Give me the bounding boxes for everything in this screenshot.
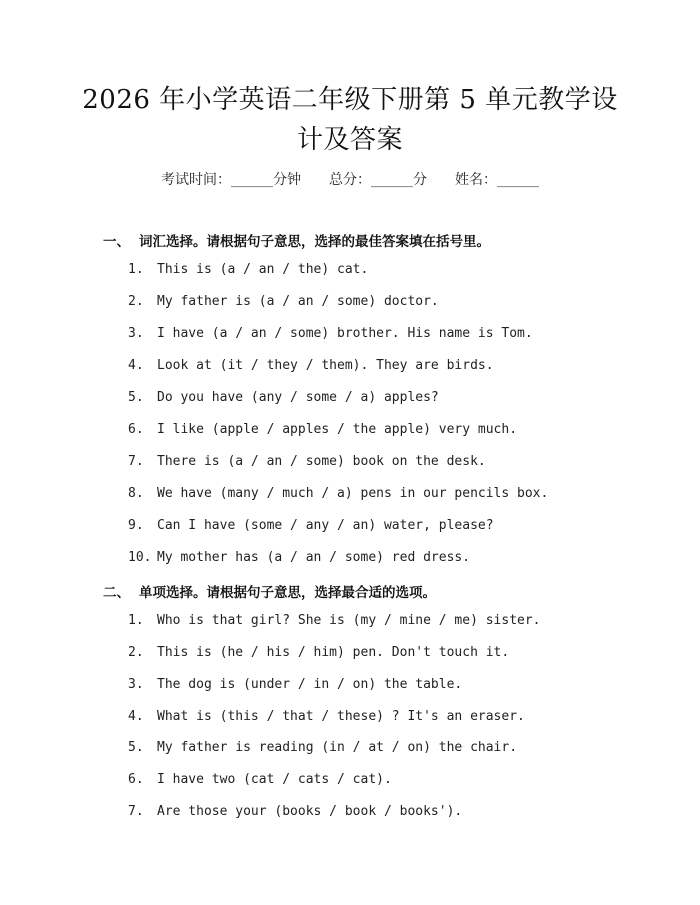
question-item bbox=[128, 390, 439, 405]
student-name-field: 姓名：______ bbox=[455, 172, 539, 188]
question-item bbox=[128, 294, 439, 309]
question-text: Can I have (some / any / an) water, please? bbox=[157, 518, 494, 533]
question-number: 6. bbox=[128, 772, 144, 787]
question-number: 5. bbox=[128, 740, 144, 755]
section-1-instruction: 词汇选择。请根据句子意思，选择的最佳答案填在括号里。 bbox=[139, 234, 490, 250]
section-1-heading bbox=[103, 230, 490, 250]
question-item bbox=[128, 550, 470, 565]
section-2-number: 二、 bbox=[103, 585, 130, 601]
question-text: Do you have (any / some / a) apples? bbox=[157, 390, 439, 405]
question-number: 7. bbox=[128, 454, 144, 469]
question-number: 3. bbox=[128, 326, 144, 341]
question-text: I have (a / an / some) brother. His name is Tom. bbox=[157, 326, 533, 341]
section-2-instruction: 单项选择。请根据句子意思，选择最合适的选项。 bbox=[139, 585, 436, 601]
question-item bbox=[128, 326, 533, 341]
question-item bbox=[128, 709, 525, 724]
question-number: 2. bbox=[128, 294, 144, 309]
question-number: 9. bbox=[128, 518, 144, 533]
question-item bbox=[128, 645, 509, 660]
question-item bbox=[128, 486, 548, 501]
section-1-number: 一、 bbox=[103, 234, 130, 250]
question-item bbox=[128, 262, 368, 277]
question-text: Who is that girl? She is (my / mine / me) sister. bbox=[157, 613, 541, 628]
question-number: 7. bbox=[128, 804, 144, 819]
exam-time-field: 考试时间：______分钟 bbox=[161, 172, 301, 188]
question-item bbox=[128, 804, 462, 819]
question-text: My mother has (a / an / some) red dress. bbox=[157, 550, 471, 565]
question-number: 1. bbox=[128, 262, 144, 277]
page-title-line-1: 2026 年小学英语二年级下册第 5 单元教学设 bbox=[82, 85, 618, 115]
question-number: 3. bbox=[128, 677, 144, 692]
question-text: My father is (a / an / some) doctor. bbox=[157, 294, 439, 309]
question-item bbox=[128, 740, 517, 755]
question-item bbox=[128, 677, 462, 692]
question-text: This is (a / an / the) cat. bbox=[157, 262, 369, 277]
question-number: 8. bbox=[128, 486, 144, 501]
question-text: The dog is (under / in / on) the table. bbox=[157, 677, 463, 692]
section-2-heading bbox=[103, 581, 436, 601]
question-text: I have two (cat / cats / cat). bbox=[157, 772, 392, 787]
question-text: Are those your (books / book / books'). bbox=[157, 804, 463, 819]
question-item bbox=[128, 772, 392, 787]
question-number: 4. bbox=[128, 358, 144, 373]
total-score-field: 总分：______分 bbox=[329, 172, 427, 188]
question-item bbox=[128, 454, 486, 469]
page-title-line-2: 计及答案 bbox=[296, 125, 403, 155]
question-number: 2. bbox=[128, 645, 144, 660]
question-text: My father is reading (in / at / on) the chair. bbox=[157, 740, 518, 755]
question-number: 10. bbox=[128, 550, 152, 565]
question-text: This is (he / his / him) pen. Don't touch it. bbox=[157, 645, 510, 660]
question-text: Look at (it / they / them). They are birds. bbox=[157, 358, 494, 373]
question-number: 1. bbox=[128, 613, 144, 628]
exam-info-line bbox=[0, 169, 700, 189]
question-item bbox=[128, 518, 494, 533]
question-item bbox=[128, 358, 494, 373]
question-number: 5. bbox=[128, 390, 144, 405]
question-item bbox=[128, 422, 517, 437]
question-text: I like (apple / apples / the apple) very much. bbox=[157, 422, 518, 437]
question-number: 4. bbox=[128, 709, 144, 724]
question-text: What is (this / that / these) ? It's an eraser. bbox=[157, 709, 525, 724]
question-item bbox=[128, 613, 541, 628]
question-text: We have (many / much / a) pens in our pencils box. bbox=[157, 486, 549, 501]
question-text: There is (a / an / some) book on the desk. bbox=[157, 454, 486, 469]
question-number: 6. bbox=[128, 422, 144, 437]
